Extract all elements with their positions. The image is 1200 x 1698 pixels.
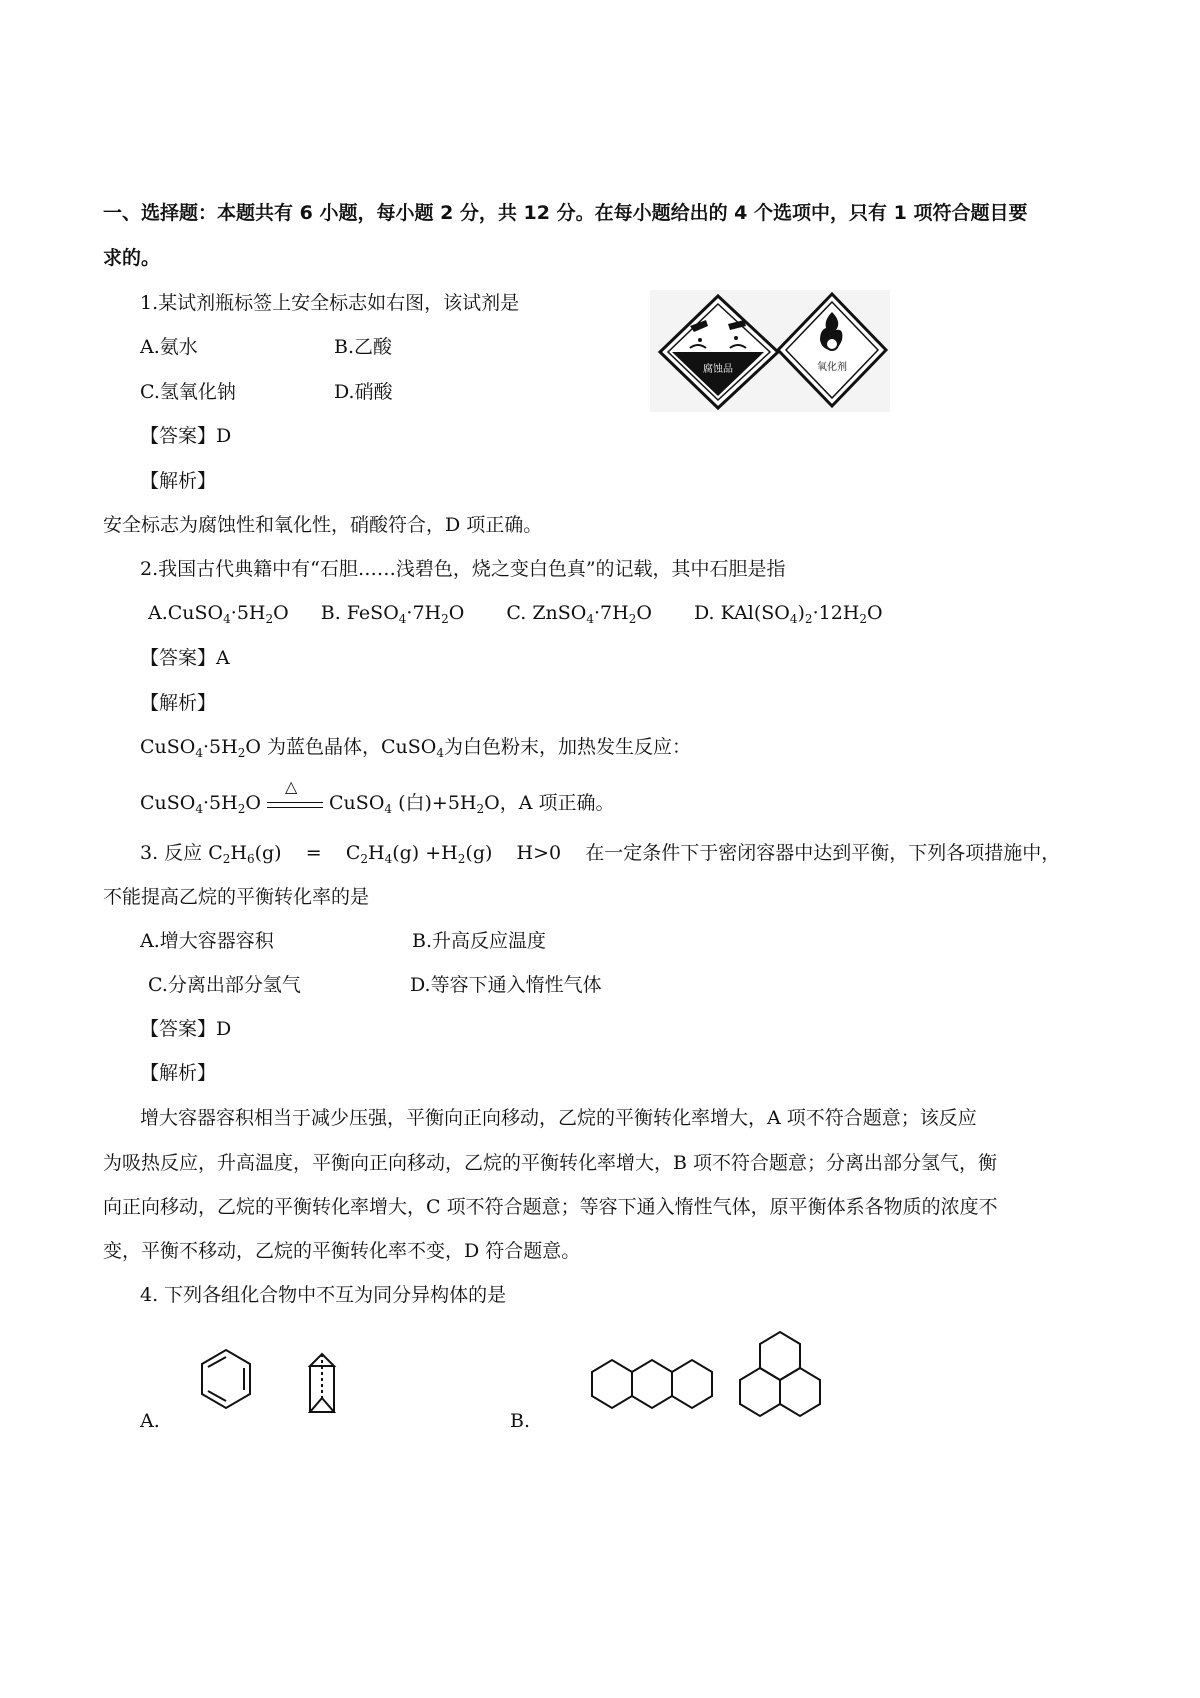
- q4-option-a-label: A.: [140, 1410, 160, 1432]
- q3-option-b: B.升高反应温度: [412, 930, 547, 952]
- q2-option-b: B. $FeSO_4\cdot 7H_2O$: [320, 602, 465, 626]
- q2-option-c: C. $ZnSO_4\cdot 7H_2O$: [506, 602, 652, 626]
- q2-answer: 【答案】A: [140, 647, 230, 669]
- q2-analysis-label: 【解析】: [140, 692, 217, 714]
- q3-analysis-line3: 向正向移动，乙烷的平衡转化率增大，C 项不符合题意；等容下通入惰性气体，原平衡体系各物质的浓度不: [103, 1196, 998, 1218]
- q3-answer: 【答案】D: [140, 1018, 232, 1040]
- q1-option-a: A.氨水: [140, 336, 198, 358]
- q1-analysis: 安全标志为腐蚀性和氧化性，硝酸符合，D 项正确。: [103, 514, 543, 536]
- delta-icon: △: [284, 777, 298, 796]
- oxidizer-sign-label: 氧化剂: [817, 362, 847, 373]
- q3-stem-line1: 3. 反应 $C_2H_6(g)$ = $C_2H_4(g) +H_2(g)$ H>0 在一定条件下于密闭容器中达到平衡，下列各项措施中，: [140, 842, 1061, 866]
- corrosive-sign-label: 腐蚀品: [703, 364, 733, 375]
- q1-analysis-label: 【解析】: [140, 470, 217, 492]
- prismane-structure-icon: [310, 1354, 334, 1412]
- q2-option-d: D. $KAl(SO_4)_2\cdot 12H_2O$: [693, 602, 883, 626]
- section-heading-line2: 求的。: [103, 247, 161, 269]
- q1-option-d: D.硝酸: [334, 381, 393, 403]
- q3-stem-line2: 不能提高乙烷的平衡转化率的是: [103, 886, 370, 908]
- q3-analysis-line1: 增大容器容积相当于减少压强，平衡向正向移动，乙烷的平衡转化率增大，A 项不符合题意；该反应: [140, 1107, 977, 1129]
- section-heading-line1: 一、选择题：本题共有 6 小题，每小题 2 分，共 12 分。在每小题给出的 4 个选项中，只有 1 项符合题目要: [103, 202, 1028, 224]
- q2-analysis-line2: $CuSO_4\cdot 5H_2O$ △ CuSO$_4$ (白)$+5H_2O$，A 项正确。: [140, 790, 614, 816]
- q1-option-c: C.氢氧化钠: [140, 381, 236, 403]
- benzene-structure-icon: [202, 1350, 250, 1408]
- q4-option-b-structures: [560, 1320, 850, 1432]
- q2-stem: 2.我国古代典籍中有“石胆……浅碧色，烧之变白色真”的记载，其中石胆是指: [140, 558, 786, 580]
- q3-analysis-label: 【解析】: [140, 1062, 217, 1084]
- q2-options: [148, 600, 883, 626]
- safety-signs-figure: [650, 290, 890, 412]
- q4-option-b-label: B.: [510, 1410, 531, 1432]
- heating-arrow: [267, 777, 323, 814]
- q3-option-d: D.等容下通入惰性气体: [410, 974, 602, 996]
- q3-analysis-line2: 为吸热反应，升高温度，平衡向正向移动，乙烷的平衡转化率增大，B 项不符合题意；分离出部分氢气，衡: [103, 1152, 998, 1174]
- q4-option-a-structures: [188, 1342, 383, 1430]
- q1-stem: 1.某试剂瓶标签上安全标志如右图，该试剂是: [140, 292, 520, 314]
- q3-option-a: A.增大容器容积: [140, 930, 274, 952]
- q2-analysis-line1: $CuSO_4\cdot 5H_2O$ 为蓝色晶体，CuSO$_4$为白色粉末，加热发生反应：: [140, 736, 692, 760]
- linear-tricyclic-structure-icon: [592, 1360, 712, 1408]
- q3-option-c: C.分离出部分氢气: [148, 974, 301, 996]
- q1-answer: 【答案】D: [140, 425, 232, 447]
- q2-option-a: $A.CuSO_4\cdot 5H_2O$: [148, 602, 289, 626]
- fused-tricyclic-structure-icon: [740, 1332, 820, 1416]
- q4-stem: 4. 下列各组化合物中不互为同分异构体的是: [140, 1284, 507, 1306]
- q3-analysis-line4: 变，平衡不移动，乙烷的平衡转化率不变，D 符合题意。: [103, 1240, 581, 1262]
- q1-option-b: B.乙酸: [334, 336, 393, 358]
